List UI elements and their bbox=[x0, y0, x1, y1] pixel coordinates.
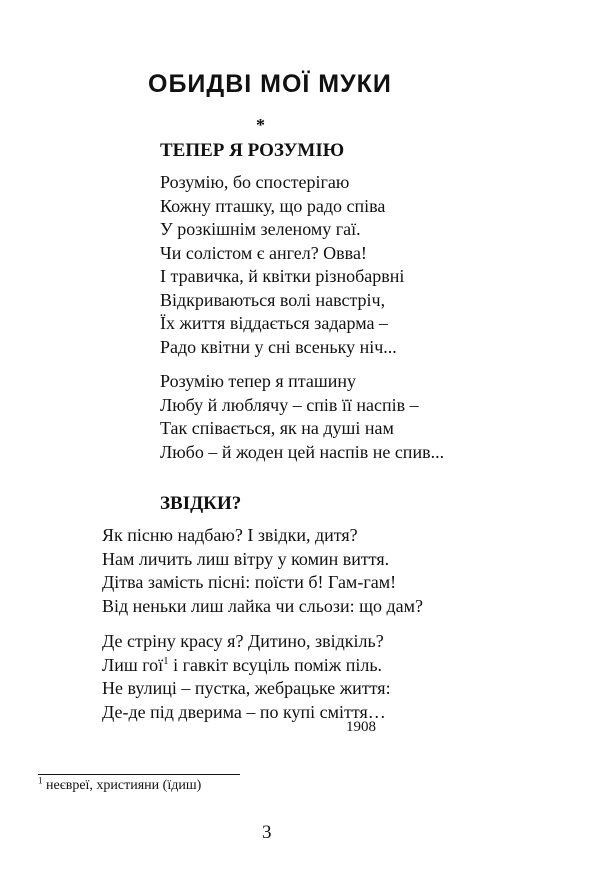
page-number: 3 bbox=[262, 822, 272, 843]
verse-line: І травичка, й квітки різнобарвні bbox=[160, 266, 405, 286]
verse-line: Кожну пташку, що радо співа bbox=[160, 195, 386, 216]
verse-line: Їх життя віддається задарма – bbox=[160, 313, 388, 333]
verse-line: Від неньки лиш лайка чи сльози: що дам? bbox=[102, 595, 424, 616]
poem-1-stanza-3 bbox=[160, 370, 444, 464]
verse-text: і гавкіт всуціль поміж піль. bbox=[168, 654, 383, 675]
verse-line: Любу й люблячу – спів її наспів – bbox=[160, 394, 419, 415]
verse-line: Де стріну красу я? Дитино, звідкіль? bbox=[102, 631, 384, 651]
verse-line: Розумію тепер я пташину bbox=[160, 371, 356, 391]
verse-line: Чи солістом є ангел? Овва! bbox=[160, 242, 367, 263]
verse-line: Не вулиці – пустка, жебрацьке життя: bbox=[102, 678, 391, 698]
verse-line: Нам личить лиш вітру у комин виття. bbox=[102, 548, 390, 569]
verse-text: Лиш гої bbox=[102, 654, 164, 675]
verse-line: Відкриваються волі навстріч, bbox=[160, 289, 386, 310]
footnote-marker: 1 bbox=[38, 775, 43, 786]
verse-line: Так співається, як на душі нам bbox=[160, 418, 394, 438]
poem-1-stanza-1 bbox=[160, 171, 385, 265]
verse-line: Радо квітни у сні всеньку ніч... bbox=[160, 336, 397, 357]
verse-line: Дітва замість пісні: поїсти б! Гам-гам! bbox=[102, 572, 397, 592]
poem-title-zvidky: ЗВІДКИ? bbox=[160, 493, 242, 514]
section-asterisk: * bbox=[256, 115, 265, 135]
poem-1-stanza-2 bbox=[160, 265, 404, 359]
verse-line-with-footnote bbox=[102, 654, 391, 678]
poem-date: 1908 bbox=[346, 719, 376, 735]
footnote-text: неєвреї, християни (їдиш) bbox=[42, 778, 202, 793]
footnote bbox=[38, 775, 202, 794]
verse-line: Розумію, бо спостерігаю bbox=[160, 172, 350, 192]
footnote-divider bbox=[38, 774, 240, 775]
poem-2-stanza-1 bbox=[102, 524, 423, 618]
verse-line: Де-де під дверима – по купі сміття… bbox=[102, 701, 386, 722]
verse-line: Як пісню надбаю? І звідки, дитя? bbox=[102, 525, 358, 545]
poem-title-teper-ya-rozumiyu: ТЕПЕР Я РОЗУМІЮ bbox=[160, 140, 345, 161]
verse-line: У розкішнім зеленому гаї. bbox=[160, 219, 361, 239]
footnote-reference[interactable]: 1 bbox=[163, 654, 169, 667]
book-title: ОБИДВІ МОЇ МУКИ bbox=[148, 70, 392, 98]
poem-2-stanza-2 bbox=[102, 630, 391, 724]
verse-line: Любо – й жоден цей наспів не спив... bbox=[160, 441, 445, 462]
